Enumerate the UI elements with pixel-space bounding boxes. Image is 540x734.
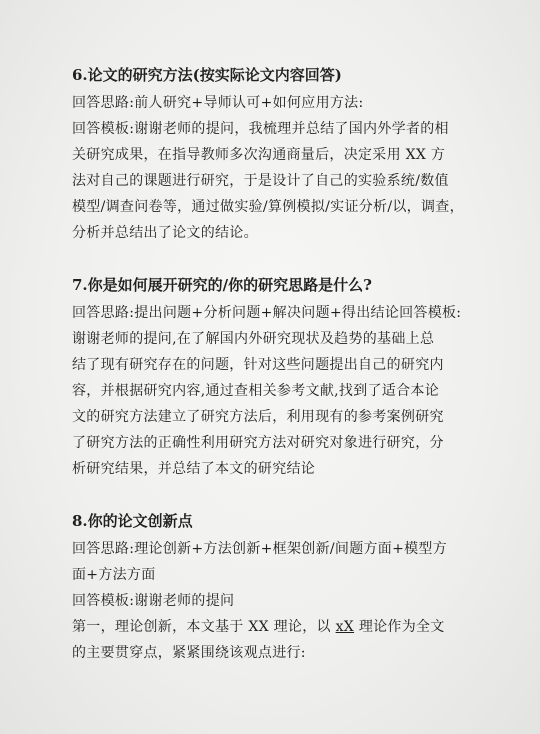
paragraph-line: 回答模板:谢谢老师的提问，我梳理并总结了国内外学者的相 (72, 121, 449, 137)
paragraph-line: 容，并根据研究内容,通过查相关参考文献,找到了适合本论 (72, 383, 439, 399)
paragraph-line: 分析并总结出了论文的结论。 (72, 225, 258, 241)
section-heading: 7.你是如何展开研究的/你的研究思路是什么? (72, 276, 372, 294)
paragraph-line: 文的研究方法建立了研究方法后，利用现有的参考案例研究 (72, 409, 444, 425)
underlined-text: xX (335, 619, 355, 635)
section-spacer (72, 246, 472, 272)
paragraph-line: 模型/调查问卷等，通过做实验/算例模拟/实证分析/以，调查， (72, 199, 464, 215)
paragraph-line: 法对自己的课题进行研究，于是设计了自己的实验系统/数值 (72, 173, 449, 189)
paragraph-line: 回答思路:前人研究+导师认可+如何应用方法: (72, 95, 364, 111)
section-research-methods (72, 62, 472, 246)
paragraph-line: 关研究成果，在指导教师多次沟通商量后，决定采用 XX 方 (72, 147, 446, 163)
paragraph-line: 的主要贯穿点，紧紧围绕该观点进行: (72, 645, 306, 661)
paragraph-line: 面+方法方面 (72, 567, 156, 583)
paragraph-line: 了研究方法的正确性利用研究方法对研究对象进行研究，分 (72, 435, 444, 451)
line-text: 第一，理论创新，本文基于 XX 理论，以 (72, 619, 336, 635)
section-spacer (72, 482, 472, 508)
paragraph-line: 回答思路:提出问题+分析问题+解决问题+得出结论回答模板: (72, 305, 462, 321)
paragraph-line: 谢谢老师的提问,在了解国内外研究现状及趋势的基础上总 (72, 331, 435, 347)
line-text: 理论作为全文 (354, 619, 445, 635)
paragraph-line: 析研究结果，并总结了本文的研究结论 (72, 461, 316, 477)
paragraph-line (72, 614, 472, 640)
section-research-approach (72, 272, 472, 482)
section-heading: 8.你的论文创新点 (72, 512, 193, 530)
document-page (72, 62, 472, 666)
section-heading: 6.论文的研究方法(按实际论文内容回答) (72, 66, 342, 84)
paragraph-line: 回答思路:理论创新+方法创新+框架创新/间题方面+模型方 (72, 541, 448, 557)
paragraph-line: 结了现有研究存在的问题，针对这些问题提出自己的研究内 (72, 357, 444, 373)
paragraph-line: 回答模板:谢谢老师的提问 (72, 593, 235, 609)
section-innovation (72, 508, 472, 666)
